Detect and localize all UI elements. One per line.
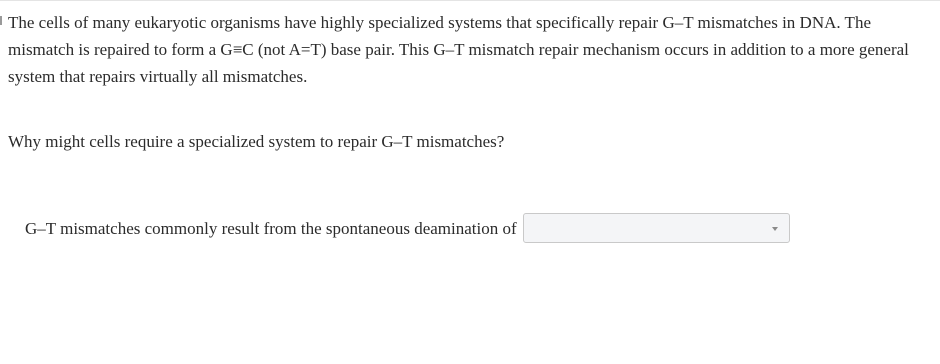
answer-dropdown[interactable] — [523, 213, 790, 243]
answer-row — [25, 213, 790, 243]
top-divider — [0, 0, 940, 1]
problem-question: Why might cells require a specialized system to repair G–T mismatches? — [8, 132, 505, 151]
answer-prompt: G–T mismatches commonly result from the spontaneous deamination of — [25, 218, 517, 238]
chevron-down-icon — [772, 227, 778, 231]
problem-intro: The cells of many eukaryotic organisms have highly specialized systems that specifically repair G–T mismatches in DNA. The mismatch is repaired to form a G≡C (not A=T) base pair. This G–T mismatch repair mechanism occurs in addition to a more general system that repairs virtually all mismatches. — [8, 13, 909, 86]
left-edge-marker — [0, 16, 2, 25]
